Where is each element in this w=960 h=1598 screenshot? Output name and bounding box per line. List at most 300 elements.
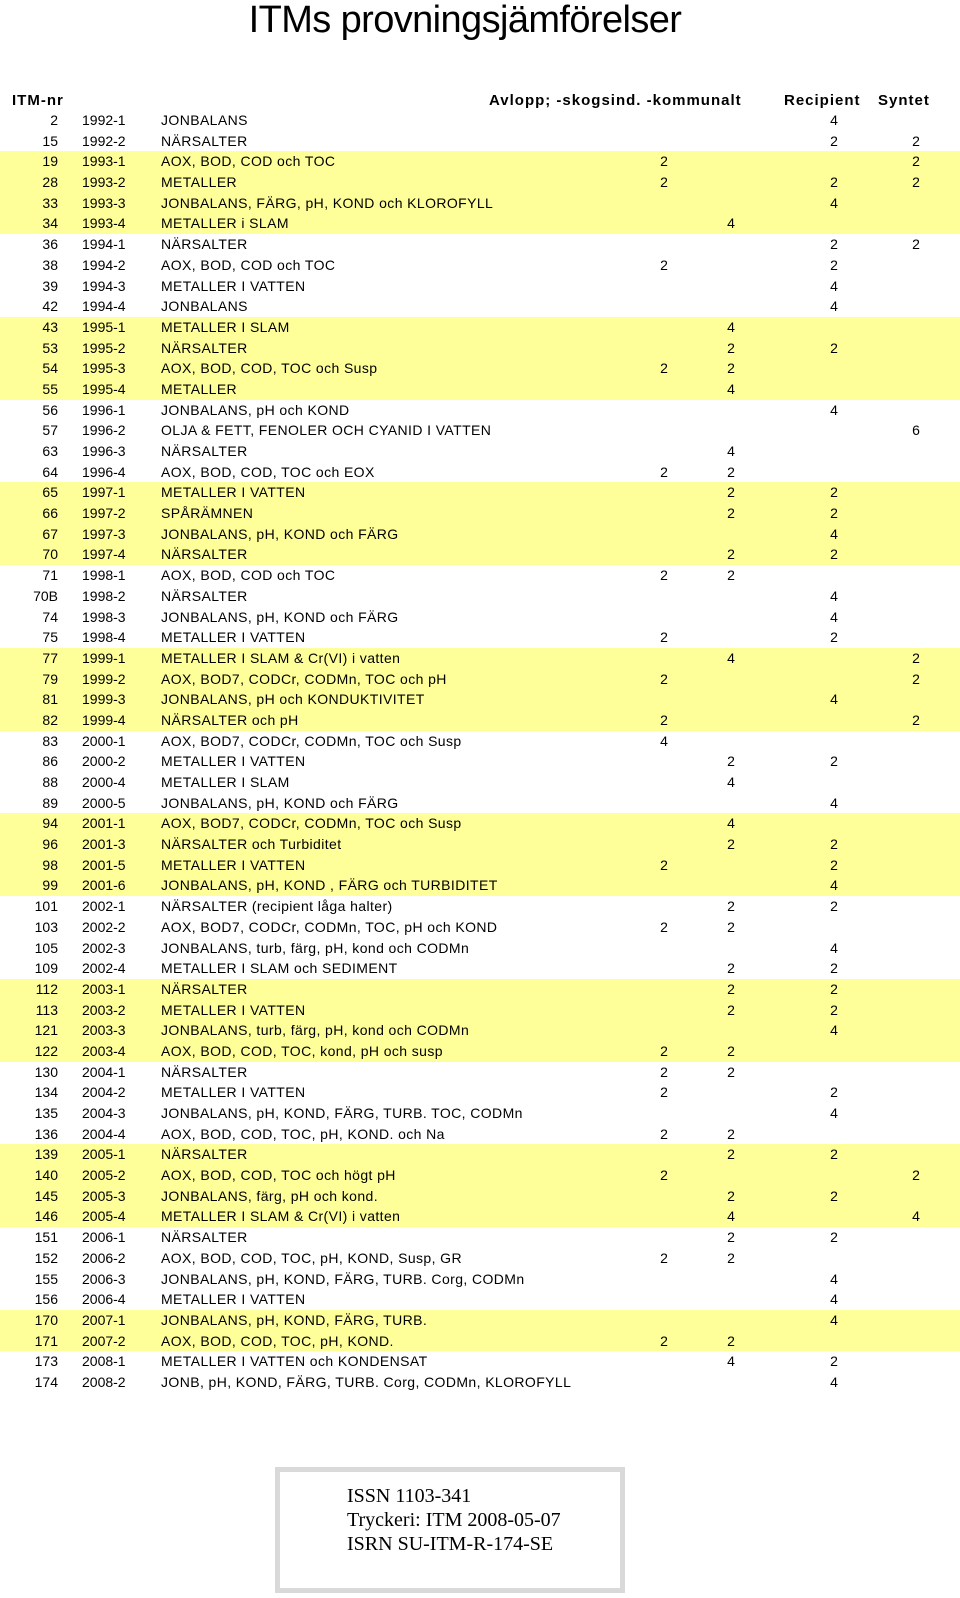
table-row [0, 1020, 960, 1041]
row-round: 1993-2 [82, 174, 126, 191]
row-value-avlopp-kommunalt: 2 [727, 567, 735, 584]
row-value-avlopp-skogsind: 2 [660, 629, 668, 646]
table-row [0, 1103, 960, 1124]
row-itm-nr: 140 [34, 1167, 58, 1184]
row-description: AOX, BOD, COD, TOC, kond, pH och susp [161, 1042, 443, 1059]
row-itm-nr: 96 [42, 836, 58, 853]
row-description: NÄRSALTER [161, 1146, 248, 1163]
row-itm-nr: 151 [34, 1229, 58, 1246]
row-itm-nr: 77 [42, 649, 58, 666]
row-value-recipient: 4 [830, 939, 838, 956]
row-itm-nr: 53 [42, 339, 58, 356]
row-value-avlopp-kommunalt: 4 [727, 774, 735, 790]
row-itm-nr: 71 [42, 567, 58, 584]
row-value-recipient: 2 [830, 836, 838, 853]
row-round: 1993-3 [82, 194, 126, 211]
row-round: 2002-3 [82, 939, 126, 956]
row-value-recipient: 2 [830, 960, 838, 977]
row-itm-nr: 42 [42, 298, 58, 315]
row-itm-nr: 57 [42, 422, 58, 439]
row-description: METALLER I VATTEN [161, 484, 306, 501]
row-description: METALLER I SLAM [161, 774, 290, 790]
row-value-syntet: 2 [912, 670, 920, 687]
table-row [0, 1248, 960, 1269]
table-row [0, 503, 960, 524]
row-itm-nr: 152 [34, 1249, 58, 1266]
table-row [0, 1310, 960, 1331]
row-description: NÄRSALTER [161, 1063, 248, 1080]
row-value-avlopp-kommunalt: 2 [727, 339, 735, 356]
table-row [0, 1269, 960, 1290]
row-description: JONBALANS, färg, pH och kond. [161, 1187, 379, 1204]
row-description: METALLER I VATTEN [161, 856, 306, 873]
row-itm-nr: 83 [42, 732, 58, 749]
row-round: 2005-2 [82, 1167, 126, 1184]
row-itm-nr: 82 [42, 711, 58, 728]
row-round: 1995-1 [82, 318, 126, 335]
table-row [0, 358, 960, 379]
row-round: 2004-1 [82, 1063, 126, 1080]
row-value-syntet: 2 [912, 1167, 920, 1184]
table-row [0, 213, 960, 234]
row-itm-nr: 67 [42, 525, 58, 542]
row-value-recipient: 4 [830, 1373, 838, 1390]
table-row [0, 1227, 960, 1248]
table-row [0, 979, 960, 1000]
row-value-avlopp-skogsind: 2 [660, 711, 668, 728]
row-itm-nr: 139 [34, 1146, 58, 1163]
table-row [0, 1206, 960, 1227]
row-value-recipient: 4 [830, 1291, 838, 1308]
row-round: 2002-1 [82, 898, 126, 915]
row-round: 1998-3 [82, 608, 126, 625]
row-round: 1999-4 [82, 711, 126, 728]
row-round: 2005-4 [82, 1208, 126, 1225]
row-value-recipient: 4 [830, 794, 838, 811]
row-itm-nr: 109 [34, 960, 58, 977]
row-itm-nr: 34 [42, 215, 58, 232]
row-value-recipient: 2 [830, 256, 838, 273]
row-round: 2007-2 [82, 1332, 126, 1349]
row-itm-nr: 113 [35, 1001, 58, 1018]
table-row [0, 462, 960, 483]
row-value-recipient: 2 [830, 1146, 838, 1163]
row-value-avlopp-kommunalt: 4 [727, 649, 735, 666]
row-itm-nr: 56 [42, 401, 58, 418]
row-value-avlopp-kommunalt: 2 [727, 360, 735, 377]
row-description: NÄRSALTER och Turbiditet [161, 836, 342, 853]
row-round: 2003-1 [82, 980, 126, 997]
row-description: NÄRSALTER [161, 132, 248, 149]
row-value-avlopp-skogsind: 2 [660, 1063, 668, 1080]
row-description: METALLER [161, 174, 238, 191]
row-description: JONBALANS, turb, färg, pH, kond och CODMn [161, 939, 470, 956]
table-row [0, 317, 960, 338]
row-round: 2006-2 [82, 1249, 126, 1266]
row-description: METALLER I VATTEN och KONDENSAT [161, 1353, 428, 1370]
row-description: METALLER I VATTEN [161, 629, 306, 646]
row-round: 2001-6 [82, 877, 126, 894]
row-value-avlopp-kommunalt: 2 [727, 1042, 735, 1059]
row-description: JONBALANS, pH, KOND och FÄRG [161, 794, 399, 811]
row-round: 1993-1 [82, 153, 126, 170]
row-value-recipient: 2 [830, 546, 838, 563]
row-description: NÄRSALTER [161, 980, 248, 997]
row-value-syntet: 6 [912, 422, 920, 439]
row-value-avlopp-kommunalt: 4 [727, 215, 735, 232]
table-row [0, 772, 960, 793]
table-row [0, 751, 960, 772]
row-value-avlopp-kommunalt: 2 [727, 1229, 735, 1246]
row-value-avlopp-skogsind: 2 [660, 1332, 668, 1349]
row-description: NÄRSALTER [161, 546, 248, 563]
row-round: 1992-2 [82, 132, 126, 149]
row-description: NÄRSALTER [161, 236, 248, 253]
table-row [0, 1165, 960, 1186]
row-value-avlopp-kommunalt: 2 [727, 484, 735, 501]
row-value-avlopp-kommunalt: 2 [727, 836, 735, 853]
row-itm-nr: 145 [34, 1187, 58, 1204]
row-value-recipient: 4 [830, 1270, 838, 1287]
row-itm-nr: 105 [34, 939, 58, 956]
table-row [0, 896, 960, 917]
row-value-avlopp-kommunalt: 2 [727, 505, 735, 522]
row-round: 1998-4 [82, 629, 126, 646]
row-value-recipient: 4 [830, 1022, 838, 1039]
row-itm-nr: 174 [34, 1373, 58, 1390]
table-row [0, 1062, 960, 1083]
row-description: JONBALANS, pH, KOND , FÄRG och TURBIDITET [161, 877, 498, 894]
table-row [0, 441, 960, 462]
table-row [0, 1372, 960, 1393]
row-description: JONBALANS, pH, KOND och FÄRG [161, 608, 399, 625]
row-round: 2003-2 [82, 1001, 126, 1018]
row-value-recipient: 2 [830, 484, 838, 501]
row-round: 2005-3 [82, 1187, 126, 1204]
row-value-avlopp-kommunalt: 2 [727, 1063, 735, 1080]
row-round: 1994-2 [82, 256, 126, 273]
row-round: 2000-1 [82, 732, 126, 749]
header-avlopp: Avlopp; -skogsind. -kommunalt [489, 92, 742, 109]
row-value-avlopp-kommunalt: 4 [727, 318, 735, 335]
row-itm-nr: 94 [42, 815, 58, 832]
row-value-recipient: 2 [830, 1084, 838, 1101]
row-value-avlopp-kommunalt: 2 [727, 1001, 735, 1018]
row-description: JONBALANS, pH, KOND, FÄRG, TURB. TOC, CODMn [161, 1105, 523, 1121]
row-itm-nr: 112 [35, 980, 58, 997]
table-row [0, 1289, 960, 1310]
row-round: 1993-4 [82, 215, 126, 232]
row-round: 1992-1 [82, 112, 126, 128]
table-row [0, 813, 960, 834]
row-value-recipient: 2 [830, 856, 838, 873]
table-row [0, 669, 960, 690]
table-row [0, 276, 960, 297]
row-description: AOX, BOD, COD, TOC och Susp [161, 360, 378, 377]
row-description: METALLER I SLAM & Cr(VI) i vatten [161, 1208, 401, 1225]
row-value-recipient: 4 [830, 298, 838, 315]
row-itm-nr: 36 [42, 236, 58, 253]
table-row [0, 648, 960, 669]
row-itm-nr: 75 [42, 629, 58, 646]
table-row [0, 482, 960, 503]
footer-box [275, 1467, 625, 1593]
row-description: JONBALANS, pH, KOND, FÄRG, TURB. [161, 1311, 428, 1328]
row-round: 2001-5 [82, 856, 126, 873]
row-value-avlopp-skogsind: 2 [660, 1167, 668, 1184]
row-itm-nr: 88 [42, 774, 58, 790]
row-round: 1998-2 [82, 587, 126, 604]
row-value-avlopp-skogsind: 2 [660, 918, 668, 935]
row-value-avlopp-kommunalt: 2 [727, 960, 735, 977]
row-value-syntet: 2 [912, 132, 920, 149]
row-itm-nr: 101 [34, 898, 58, 915]
table-row [0, 524, 960, 545]
table-row [0, 586, 960, 607]
row-value-syntet: 2 [912, 174, 920, 191]
row-value-avlopp-skogsind: 2 [660, 856, 668, 873]
row-description: JONBALANS, pH och KONDUKTIVITET [161, 691, 425, 708]
row-round: 1997-4 [82, 546, 126, 563]
row-itm-nr: 135 [34, 1105, 58, 1121]
row-value-recipient: 2 [830, 629, 838, 646]
table-row [0, 627, 960, 648]
row-itm-nr: 19 [42, 153, 58, 170]
row-itm-nr: 55 [42, 380, 58, 397]
row-value-avlopp-kommunalt: 4 [727, 815, 735, 832]
row-description: NÄRSALTER och pH [161, 711, 299, 728]
row-description: SPÅRÄMNEN [161, 505, 254, 522]
row-value-syntet: 4 [912, 1208, 920, 1225]
row-value-avlopp-kommunalt: 2 [727, 1146, 735, 1163]
row-round: 2002-4 [82, 960, 126, 977]
row-round: 2008-2 [82, 1373, 126, 1390]
row-description: AOX, BOD, COD, TOC, pH, KOND. och Na [161, 1125, 445, 1142]
row-itm-nr: 171 [34, 1332, 58, 1349]
table-row [0, 110, 960, 131]
row-description: NÄRSALTER [161, 443, 248, 459]
row-itm-nr: 70 [42, 546, 58, 563]
row-description: JONB, pH, KOND, FÄRG, TURB. Corg, CODMn, KLOROFYLL [161, 1373, 572, 1390]
row-round: 1995-3 [82, 360, 126, 377]
row-round: 1995-4 [82, 380, 126, 397]
table-row [0, 1041, 960, 1062]
table-row [0, 1082, 960, 1103]
row-value-syntet: 2 [912, 153, 920, 170]
row-value-avlopp-kommunalt: 4 [727, 1353, 735, 1370]
row-value-recipient: 2 [830, 132, 838, 149]
table-row [0, 938, 960, 959]
row-description: METALLER I VATTEN [161, 753, 306, 770]
header-recipient: Recipient [784, 92, 861, 109]
row-itm-nr: 130 [34, 1063, 58, 1080]
row-round: 2007-1 [82, 1311, 126, 1328]
row-value-avlopp-skogsind: 2 [660, 174, 668, 191]
row-value-avlopp-kommunalt: 2 [727, 1187, 735, 1204]
row-description: METALLER I VATTEN [161, 1084, 306, 1101]
table-row [0, 544, 960, 565]
row-itm-nr: 65 [42, 484, 58, 501]
row-value-avlopp-kommunalt: 2 [727, 898, 735, 915]
row-value-avlopp-skogsind: 4 [660, 732, 668, 749]
row-round: 1997-2 [82, 505, 126, 522]
row-itm-nr: 2 [50, 112, 58, 128]
table-row [0, 689, 960, 710]
row-description: AOX, BOD, COD, TOC och högt pH [161, 1167, 396, 1184]
row-description: METALLER I SLAM & Cr(VI) i vatten [161, 649, 401, 666]
row-description: OLJA & FETT, FENOLER OCH CYANID I VATTEN [161, 422, 492, 439]
row-description: JONBALANS, FÄRG, pH, KOND och KLOROFYLL [161, 194, 494, 211]
row-itm-nr: 155 [34, 1270, 58, 1287]
table-row [0, 607, 960, 628]
table-row [0, 151, 960, 172]
row-itm-nr: 86 [42, 753, 58, 770]
table-row [0, 1144, 960, 1165]
row-description: JONBALANS, pH, KOND, FÄRG, TURB. Corg, CODMn [161, 1270, 525, 1287]
row-value-avlopp-skogsind: 2 [660, 670, 668, 687]
table-row [0, 1124, 960, 1145]
table-row [0, 379, 960, 400]
row-itm-nr: 146 [34, 1208, 58, 1225]
table-row [0, 338, 960, 359]
row-value-avlopp-kommunalt: 2 [727, 918, 735, 935]
row-itm-nr: 70B [33, 587, 58, 604]
row-value-recipient: 4 [830, 691, 838, 708]
table-row [0, 296, 960, 317]
row-round: 1998-1 [82, 567, 126, 584]
row-value-avlopp-kommunalt: 4 [727, 1208, 735, 1225]
table-row [0, 565, 960, 586]
row-round: 2004-3 [82, 1105, 126, 1121]
row-description: JONBALANS, pH, KOND och FÄRG [161, 525, 399, 542]
row-value-avlopp-skogsind: 2 [660, 1042, 668, 1059]
row-value-recipient: 4 [830, 277, 838, 294]
row-itm-nr: 89 [42, 794, 58, 811]
row-round: 2000-2 [82, 753, 126, 770]
row-value-recipient: 2 [830, 339, 838, 356]
row-itm-nr: 43 [42, 318, 58, 335]
row-itm-nr: 66 [42, 505, 58, 522]
row-round: 2000-4 [82, 774, 126, 790]
row-description: AOX, BOD, COD och TOC [161, 567, 336, 584]
table-row [0, 1331, 960, 1352]
header-itm-nr: ITM-nr [12, 92, 64, 109]
row-itm-nr: 79 [42, 670, 58, 687]
row-description: NÄRSALTER [161, 587, 248, 604]
row-value-syntet: 2 [912, 236, 920, 253]
row-value-avlopp-skogsind: 2 [660, 1125, 668, 1142]
row-value-recipient: 2 [830, 1229, 838, 1246]
row-description: AOX, BOD, COD och TOC [161, 256, 336, 273]
row-round: 1997-1 [82, 484, 126, 501]
row-description: AOX, BOD, COD, TOC, pH, KOND, Susp, GR [161, 1249, 462, 1266]
table-row [0, 172, 960, 193]
row-round: 2002-2 [82, 918, 126, 935]
row-round: 1999-1 [82, 649, 126, 666]
row-itm-nr: 99 [42, 877, 58, 894]
row-description: JONBALANS [161, 298, 248, 315]
row-value-avlopp-skogsind: 2 [660, 256, 668, 273]
row-round: 1999-2 [82, 670, 126, 687]
row-description: NÄRSALTER (recipient låga halter) [161, 898, 393, 915]
row-itm-nr: 136 [34, 1125, 58, 1142]
row-value-avlopp-kommunalt: 4 [727, 443, 735, 459]
row-round: 1996-3 [82, 443, 126, 459]
row-value-avlopp-kommunalt: 2 [727, 463, 735, 480]
row-itm-nr: 54 [42, 360, 58, 377]
row-value-recipient: 4 [830, 194, 838, 211]
table-row [0, 875, 960, 896]
table-row [0, 917, 960, 938]
row-itm-nr: 15 [42, 132, 58, 149]
row-value-avlopp-skogsind: 2 [660, 360, 668, 377]
row-itm-nr: 121 [34, 1022, 58, 1039]
row-description: METALLER I SLAM [161, 318, 290, 335]
table-row [0, 855, 960, 876]
row-itm-nr: 156 [34, 1291, 58, 1308]
row-description: METALLER I SLAM och SEDIMENT [161, 960, 398, 977]
footer-tryckeri: Tryckeri: ITM 2008-05-07 [347, 1509, 561, 1531]
row-value-avlopp-skogsind: 2 [660, 1084, 668, 1101]
row-value-recipient: 2 [830, 236, 838, 253]
row-itm-nr: 98 [42, 856, 58, 873]
row-itm-nr: 134 [34, 1084, 58, 1101]
row-itm-nr: 170 [34, 1311, 58, 1328]
table-row [0, 420, 960, 441]
row-round: 2003-3 [82, 1022, 126, 1039]
row-value-recipient: 4 [830, 877, 838, 894]
row-description: JONBALANS [161, 112, 248, 128]
row-description: NÄRSALTER [161, 1229, 248, 1246]
table-row [0, 1351, 960, 1372]
row-value-recipient: 2 [830, 1353, 838, 1370]
table-row [0, 710, 960, 731]
row-round: 2006-1 [82, 1229, 126, 1246]
table-row [0, 1186, 960, 1207]
row-itm-nr: 81 [42, 691, 58, 708]
row-itm-nr: 38 [42, 256, 58, 273]
row-value-recipient: 4 [830, 525, 838, 542]
row-itm-nr: 63 [42, 443, 58, 459]
table-row [0, 1000, 960, 1021]
row-itm-nr: 173 [34, 1353, 58, 1370]
row-description: JONBALANS, turb, färg, pH, kond och CODMn [161, 1022, 470, 1039]
table-row [0, 958, 960, 979]
row-description: AOX, BOD7, CODCr, CODMn, TOC och Susp [161, 732, 462, 749]
row-itm-nr: 74 [42, 608, 58, 625]
row-value-avlopp-kommunalt: 4 [727, 380, 735, 397]
row-description: METALLER i SLAM [161, 215, 289, 232]
row-description: AOX, BOD7, CODCr, CODMn, TOC, pH och KOND [161, 918, 498, 935]
results-table [0, 110, 960, 1393]
row-round: 2008-1 [82, 1353, 126, 1370]
row-description: METALLER [161, 380, 238, 397]
row-value-recipient: 4 [830, 587, 838, 604]
row-round: 2000-5 [82, 794, 126, 811]
row-round: 2001-1 [82, 815, 126, 832]
row-round: 2005-1 [82, 1146, 126, 1163]
row-itm-nr: 103 [34, 918, 58, 935]
row-value-syntet: 2 [912, 649, 920, 666]
row-round: 1996-2 [82, 422, 126, 439]
row-description: METALLER I VATTEN [161, 1291, 306, 1308]
table-row [0, 731, 960, 752]
footer-isrn: ISRN SU-ITM-R-174-SE [347, 1533, 554, 1555]
row-round: 1994-4 [82, 298, 126, 315]
row-value-avlopp-kommunalt: 2 [727, 546, 735, 563]
table-row [0, 193, 960, 214]
row-value-recipient: 4 [830, 608, 838, 625]
